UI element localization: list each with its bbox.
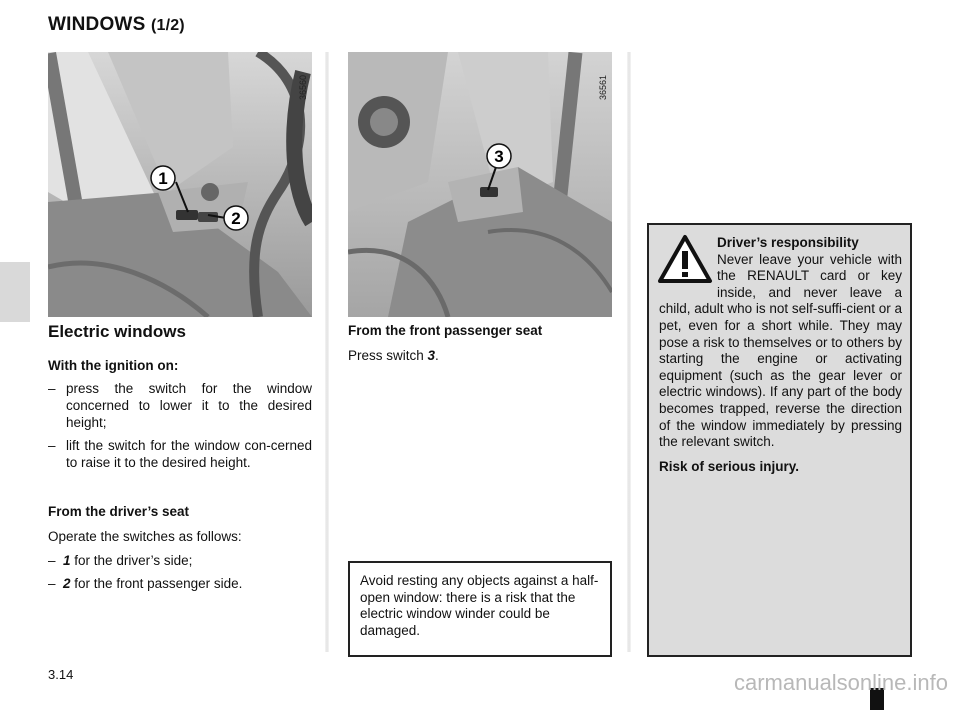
- column-separator-right: [627, 52, 631, 652]
- list-dash: –: [48, 553, 56, 568]
- section-heading: Electric windows: [48, 322, 186, 341]
- image-code-right: 36561: [598, 74, 608, 100]
- switch-item-2: [48, 575, 242, 592]
- section-tab: [0, 262, 30, 322]
- list-dash: –: [48, 381, 56, 396]
- switch-text: for the front passenger side.: [70, 576, 243, 591]
- warning-body: Never leave your vehicle with the RENAULT card or key inside, and never leave a child, adult who is not self-suffi-cient or a pet, even for a short while. They may pose a risk to themselves or to others by starting the engine or activating equipment (such as the gear lever or electric windows). If any part of the body becomes trapped, reverse the direction of the window immediately by pressing the relevant switch.: [659, 251, 902, 450]
- list-item: [48, 380, 312, 431]
- column-separator-left: [325, 52, 329, 652]
- switch-number: 2: [63, 576, 71, 591]
- passenger-door-photo: [348, 52, 612, 317]
- callout-1: 1: [158, 169, 168, 188]
- callout-2: 2: [231, 209, 241, 228]
- list-dash: –: [48, 438, 56, 453]
- page-number: 3.14: [48, 667, 74, 682]
- image-code-left: 36560: [298, 74, 308, 100]
- switch-text: for the driver’s side;: [70, 553, 193, 568]
- switch-item-1: [48, 552, 192, 569]
- caution-note: [348, 561, 612, 657]
- operate-text: Operate the switches as follows:: [48, 529, 242, 544]
- warning-title: Driver’s responsibility: [717, 235, 859, 250]
- warning-content: [659, 235, 902, 475]
- switch-number: 1: [63, 553, 71, 568]
- driver-seat-heading: From the driver’s seat: [48, 504, 190, 519]
- list-item: [48, 437, 312, 471]
- ignition-label: With the ignition on:: [48, 358, 179, 373]
- passenger-seat-heading: From the front passenger seat: [348, 323, 543, 338]
- driver-door-photo: [48, 52, 312, 317]
- press-prefix: Press switch: [348, 348, 428, 363]
- title-subtitle: (1/2): [150, 17, 185, 34]
- note-text: Avoid resting any objects against a half-open window: there is a risk that the electric window winder could be damaged.: [360, 573, 599, 638]
- watermark: carmanualsonline.info: [733, 670, 948, 695]
- press-switch-text: [348, 347, 439, 364]
- list-text: lift the switch for the window con-cerned to raise it to the desired height.: [66, 438, 312, 470]
- press-suffix: .: [435, 348, 439, 363]
- switch-number: 3: [427, 348, 436, 363]
- warning-risk: Risk of serious injury.: [659, 458, 800, 474]
- page-title: [48, 14, 185, 36]
- list-dash: –: [48, 576, 56, 591]
- title-main: WINDOWS: [48, 14, 146, 35]
- list-text: press the switch for the window concerned to lower it to the desired height;: [66, 381, 312, 430]
- callout-3: 3: [494, 147, 504, 166]
- warning-box: [647, 223, 912, 657]
